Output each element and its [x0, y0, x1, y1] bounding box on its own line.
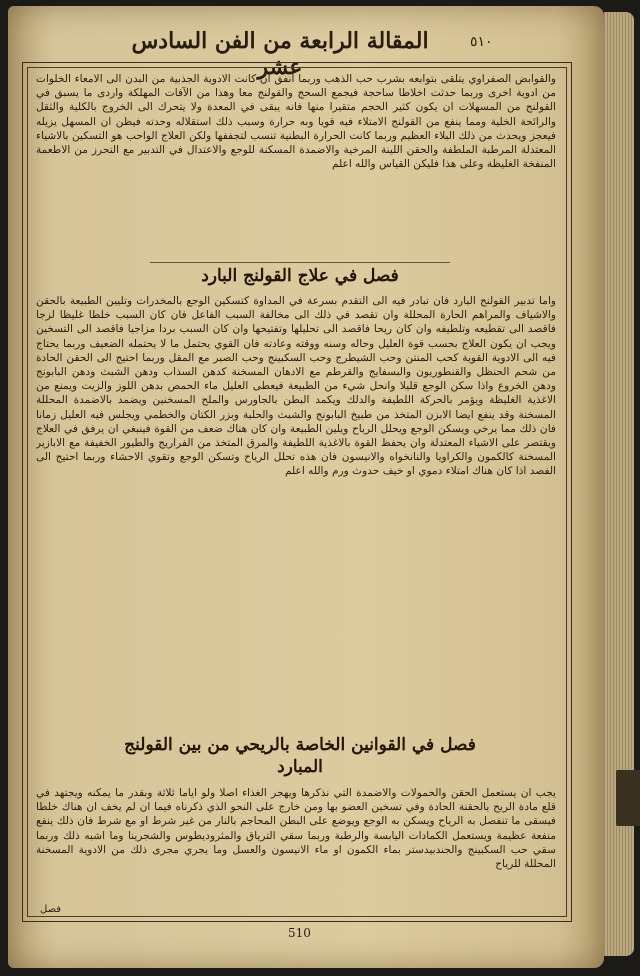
- heading-divider: [150, 262, 450, 263]
- body-paragraph-cold-colic: واما تدبير القولنج البارد فان تبادر فيه الى التقدم بسرعة في المداوة كتسكين الوجع بالمخدرات وتليين الطبيعة بالحقن والاشياف والمراهم الحارة المحللة وان تقصد في ذلك الى مخالفة السبب الفاعل فان كان السبب خلطا غليظا لزجا فاقصد الى تقطيعه وتلطيفه وان كان ريحا فاقصد الى تحليلها وتفتيحها وان كان السبب بردا مزاجيا فاقصد الى التسخين ويجب ان يكون العلاج بحسب قوة العليل وحاله وسنه ووقته وعادته فان القوي يحتمل ما لا يحتمله الضعيف وربما يحتاج فيه الى الادوية القوية كحب المنتن وحب الشيطرج وحب السكبينج وحب الصبر مع المقل وربما احتيج الى الحقن الحادة من شحم الحنظل والقنطوريون والبسفايج والقرطم مع الادهان المسخنة كدهن السذاب ودهن الشبث ودهن البابونج ودهن الخروع واذا سكن الوجع قليلا وانحل شيء من الطبيعة فيعطى العليل ماء الحمص بدهن اللوز والزيت ويمنع من الاغذية الغليظة ويؤمر بالحركة اللطيفة والدلك ويكمد البطن بالجاورس والملح المسخنين ويضمد بالاضمدة المحللة المسخنة وقد ينفع ايضا الابزن المتخذ من طبيخ البابونج والشبث والحلبة وبزر الكتان والخطمي ويجلس فيه العليل زمانا فان ذلك مما يرخي ويسكن الوجع ويحلل الرياح ويلين الطبيعة وان كان هناك ضعف من القوة فينبغي ان يرفق في العلاج ويقتصر على الاشياء المعتدلة وان يحفظ القوة بالاغذية اللطيفة والمرق المتخذ من الفراريج والطيور الخفيفة مع الابازير المسخنة كالكمون والكراويا والنانخواه والانيسون فان هذه تحلل الرياح وتسكن الوجع وتقوي الاحشاء وربما احتيج الى الفصد اذا كان هناك امتلاء دموي او خيف حدوث ورم والله اعلم: [36, 295, 556, 478]
- body-paragraph-windy-colic: يجب ان يستعمل الحقن والحمولات والاضمدة التي نذكرها ويهجر الغذاء اصلا ولو اياما ثلاثة وبقدر ما يمكنه ويجتهد في قلع مادة الريح بالحقنة الحادة وفي تسخين العضو بها ومن خارج على النحو الذي ذكرناه فيما ان لم يخف ان هناك خلطا فيسقى ما تنفصل به الرياح ويسكن به الوجع ويوضع على البطن المحاجم بالنار من غير شرط او مع شرط فان ذلك ينفع منفعة عظيمة ويستعمل الكمادات اليابسة والرطبة وربما سقي الترياق والمثروديطوس والشجرينا وما اشبه ذلك وربما سقي حب السكبينج والجندبيدستر بماء الكمون او ماء الانيسون والعسل وما يجري مجرى ذلك من الادوية المسخنة المحللة للرياح: [36, 787, 556, 871]
- intro-paragraph: والقوابض الصفراوي يتلقى بتوابعه بشرب حب الذهب وربما انفق ان كانت الادوية الجذبية من البدن الى الامعاء الخلوات من ادوية اخرى وربما حدثت اخلاطا ساحجة فيجمع السحج والقولنج معا وهذا من الآفات المهلكة واردى ما يسبق في القولنج من المسهلات ان يكون كثير الحجم متقيرا منها فانه يبقى في المعدة ولا يتحرك الى الخروج بالكلية والثقل والرائحة الخلية ومما ينفع من القولنج الامتلاء فيه قويا وبه حرارة وسبب ذلك استقلاله وحدته فيظن ان المسهل يزيله فيعجز ويحدث من ذلك البلاء العظيم وربما كانت الحرارة البطنية تنسب لتجففها ولكن العلاج الواحب هو التسكين بالاشياء المعتدلة المرطبة الملطفة والحقن اللينة المرخية والاضمدة المسكنة للوجع والاعتدال في التدبير مع التحرز من الاطعمة المنفخة الغليظة وعلى هذا فليكن القياس والله اعلم: [36, 73, 556, 171]
- section-heading-cold-colic: فصل في علاج القولنج البارد: [201, 266, 399, 286]
- page-number-top: ٥١٠: [470, 34, 493, 50]
- bookmark-tab: [616, 770, 640, 826]
- catchword: فصل: [40, 904, 62, 915]
- page-number-bottom: 510: [288, 926, 311, 940]
- page-title: المقالة الرابعة من الفن السادس عشر: [131, 28, 429, 80]
- section-heading-windy-colic: فصل في القوانين الخاصة بالريحي من بين القولنج المبارد: [124, 735, 476, 777]
